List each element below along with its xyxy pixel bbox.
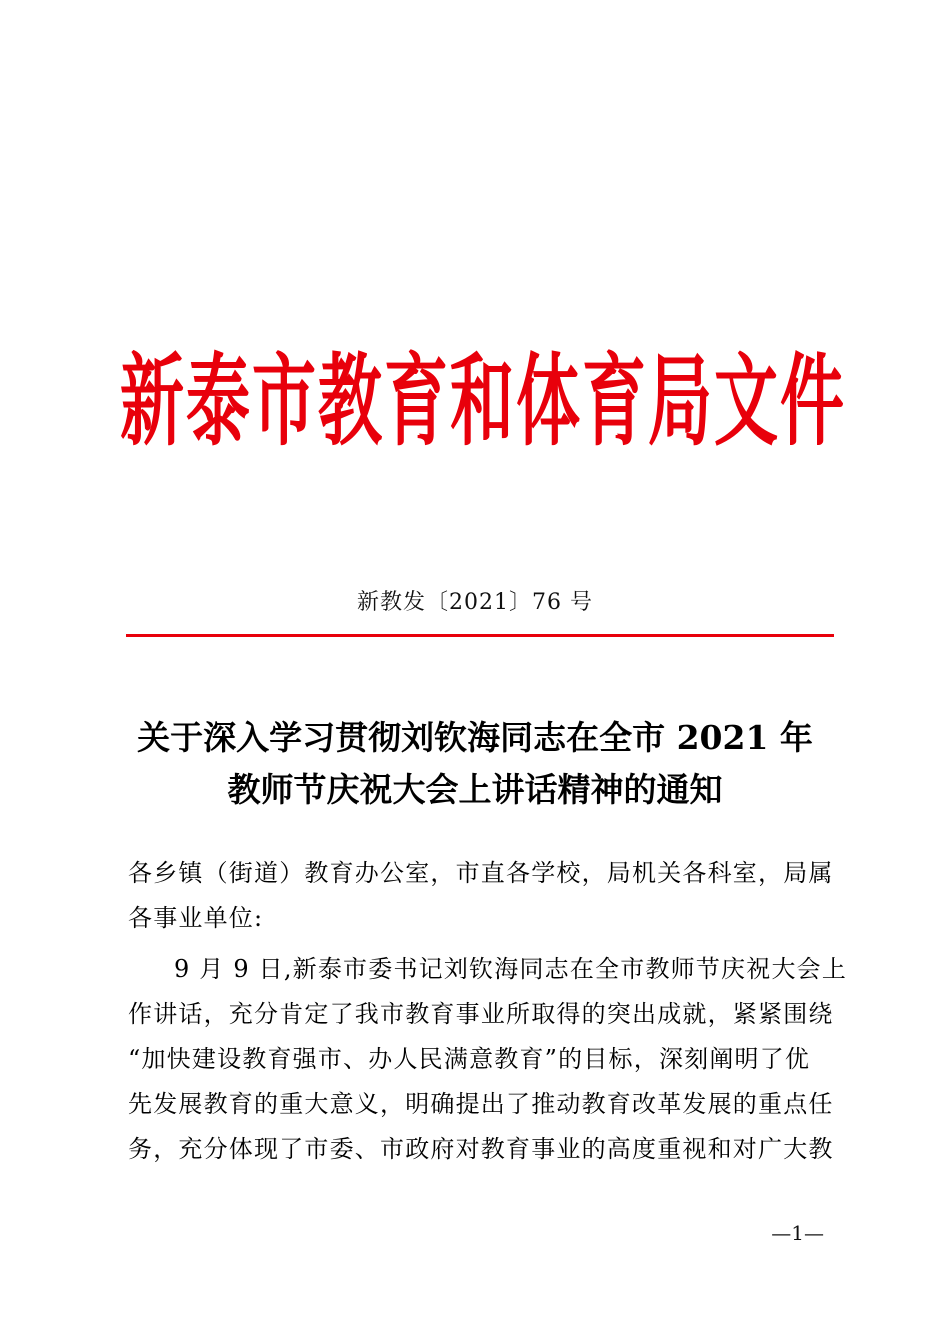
agency-masthead: 新泰市教育和体育局文件 xyxy=(120,344,846,461)
red-divider-rule xyxy=(126,634,834,637)
body-line-2: 作讲话，充分肯定了我市教育事业所取得的突出成就，紧紧围绕 xyxy=(128,1000,834,1028)
notice-title-line-2: 教师节庆祝大会上讲话精神的通知 xyxy=(227,770,723,809)
notice-title xyxy=(100,712,850,816)
body-line-4: 先发展教育的重大意义，明确提出了推动教育改革发展的重点任 xyxy=(128,1090,834,1118)
body-line-3: “加快建设教育强市、办人民满意教育”的目标，深刻阐明了优 xyxy=(128,1045,811,1073)
body-line-1: 9 月 9 日,新泰市委书记刘钦海同志在全市教师节庆祝大会上 xyxy=(174,955,848,983)
addressee-line-2: 各事业单位: xyxy=(128,904,264,932)
addressee-line-1: 各乡镇（街道）教育办公室，市直各学校，局机关各科室，局属 xyxy=(128,859,834,887)
addressee-block xyxy=(128,851,834,941)
document-number: 新教发〔2021〕76 号 xyxy=(357,590,593,615)
body-line-5: 务，充分体现了市委、市政府对教育事业的高度重视和对广大教 xyxy=(128,1135,834,1163)
notice-title-line-1: 关于深入学习贯彻刘钦海同志在全市 2021 年 xyxy=(137,718,813,757)
body-paragraph xyxy=(128,947,848,1172)
page-number: —1— xyxy=(771,1221,824,1245)
